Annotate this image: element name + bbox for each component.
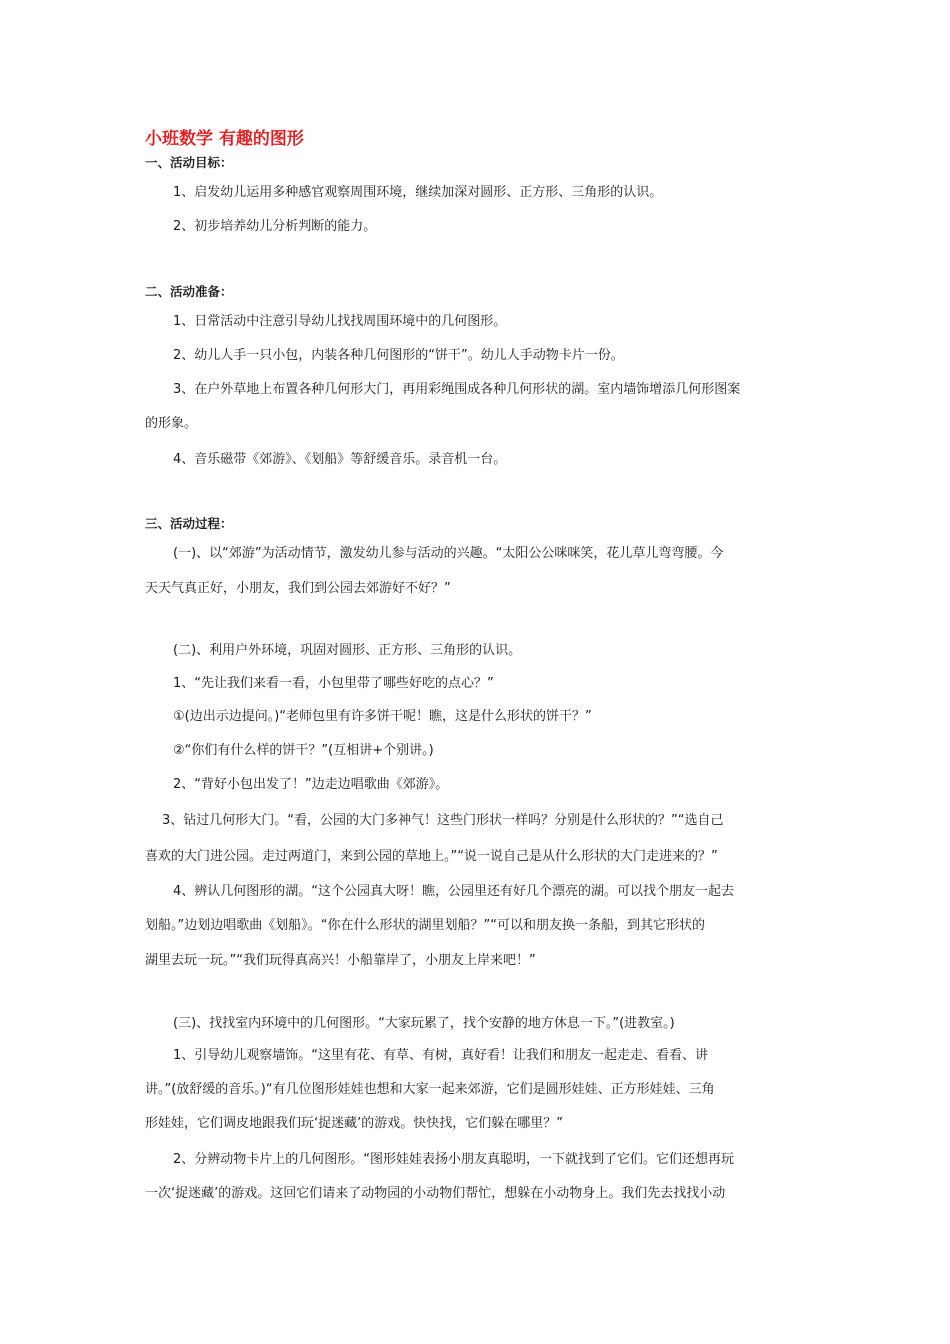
paragraph-line: 2、“背好小包出发了！”边走边唱歌曲《郊游》。 [173,777,449,792]
section-heading-process: 三、活动过程： [145,516,233,531]
paragraph-line: ②“你们有什么样的饼干？”(互相讲+个别讲。) [173,743,434,758]
paragraph-line: 的形象。 [145,416,198,431]
paragraph-line: 1、“先让我们来看一看，小包里带了哪些好吃的点心？” [173,676,494,691]
paragraph-line: 天天气真正好，小朋友，我们到公园去郊游好不好？” [145,581,451,596]
section-heading-prep: 二、活动准备： [145,284,233,299]
paragraph-line: 4、辨认几何图形的湖。“这个公园真大呀！瞧，公园里还有好几个漂亮的湖。可以找个朋友一起去 [173,884,735,899]
paragraph-line: (三)、找找室内环境中的几何图形。“大家玩累了，找个安静的地方休息一下。”(进教室。) [173,1016,675,1031]
paragraph-line: 4、音乐磁带《郊游》、《划船》等舒缓音乐。录音机一台。 [173,452,507,467]
paragraph-line: 形娃娃，它们调皮地跟我们玩‘捉迷藏’的游戏。快快找，它们躲在哪里？” [145,1116,563,1131]
paragraph-line: (一)、以“郊游”为活动情节，激发幼儿参与活动的兴趣。“太阳公公咪咪笑，花儿草儿弯弯腰。今 [173,546,724,561]
paragraph-line: 1、启发幼儿运用多种感官观察周围环境，继续加深对圆形、正方形、三角形的认识。 [173,185,663,200]
paragraph-line: 2、分辨动物卡片上的几何图形。“图形娃娃表扬小朋友真聪明，一下就找到了它们。它们还想再玩 [173,1152,735,1167]
paragraph-line: 2、初步培养幼儿分析判断的能力。 [173,219,377,234]
paragraph-line: 一次‘捉迷藏’的游戏。这回它们请来了动物园的小动物们帮忙，想躲在小动物身上。我们先去找找小动 [145,1186,726,1201]
paragraph-line: 喜欢的大门进公园。走过两道门，来到公园的草地上。”“说一说自己是从什么形状的大门走进来的？” [145,849,718,864]
document-title: 小班数学 有趣的图形 [145,129,304,149]
paragraph-line: 讲。”(放舒缓的音乐。)“有几位图形娃娃也想和大家一起来郊游，它们是圆形娃娃、正方形娃娃、三角 [145,1082,715,1097]
paragraph-line: 划船。”边划边唱歌曲《划船》。“你在什么形状的湖里划船？”“可以和朋友换一条船，到其它形状的 [145,918,705,933]
paragraph-line: 2、幼儿人手一只小包，内装各种几何图形的“饼干”。幼儿人手动物卡片一份。 [173,348,624,363]
paragraph-line: 3、钻过几何形大门。“看，公园的大门多神气！这些门形状一样吗？分别是什么形状的？”“选自己 [162,813,724,828]
paragraph-line: ①(边出示边提问。)“老师包里有许多饼干呢！瞧，这是什么形状的饼干？” [173,709,592,724]
paragraph-line: 1、日常活动中注意引导幼儿找找周围环境中的几何图形。 [173,314,507,329]
paragraph-line: (二)、利用户外环境，巩固对圆形、正方形、三角形的认识。 [173,643,522,658]
section-heading-goals: 一、活动目标： [145,155,233,170]
paragraph-line: 3、在户外草地上布置各种几何形大门，再用彩绳围成各种几何形状的湖。室内墙饰增添几何形图案 [173,382,741,397]
paragraph-line: 湖里去玩一玩。”“我们玩得真高兴！小船靠岸了，小朋友上岸来吧！” [145,953,536,968]
paragraph-line: 1、引导幼儿观察墙饰。“这里有花、有草、有树，真好看！让我们和朋友一起走走、看看、讲 [173,1048,709,1063]
